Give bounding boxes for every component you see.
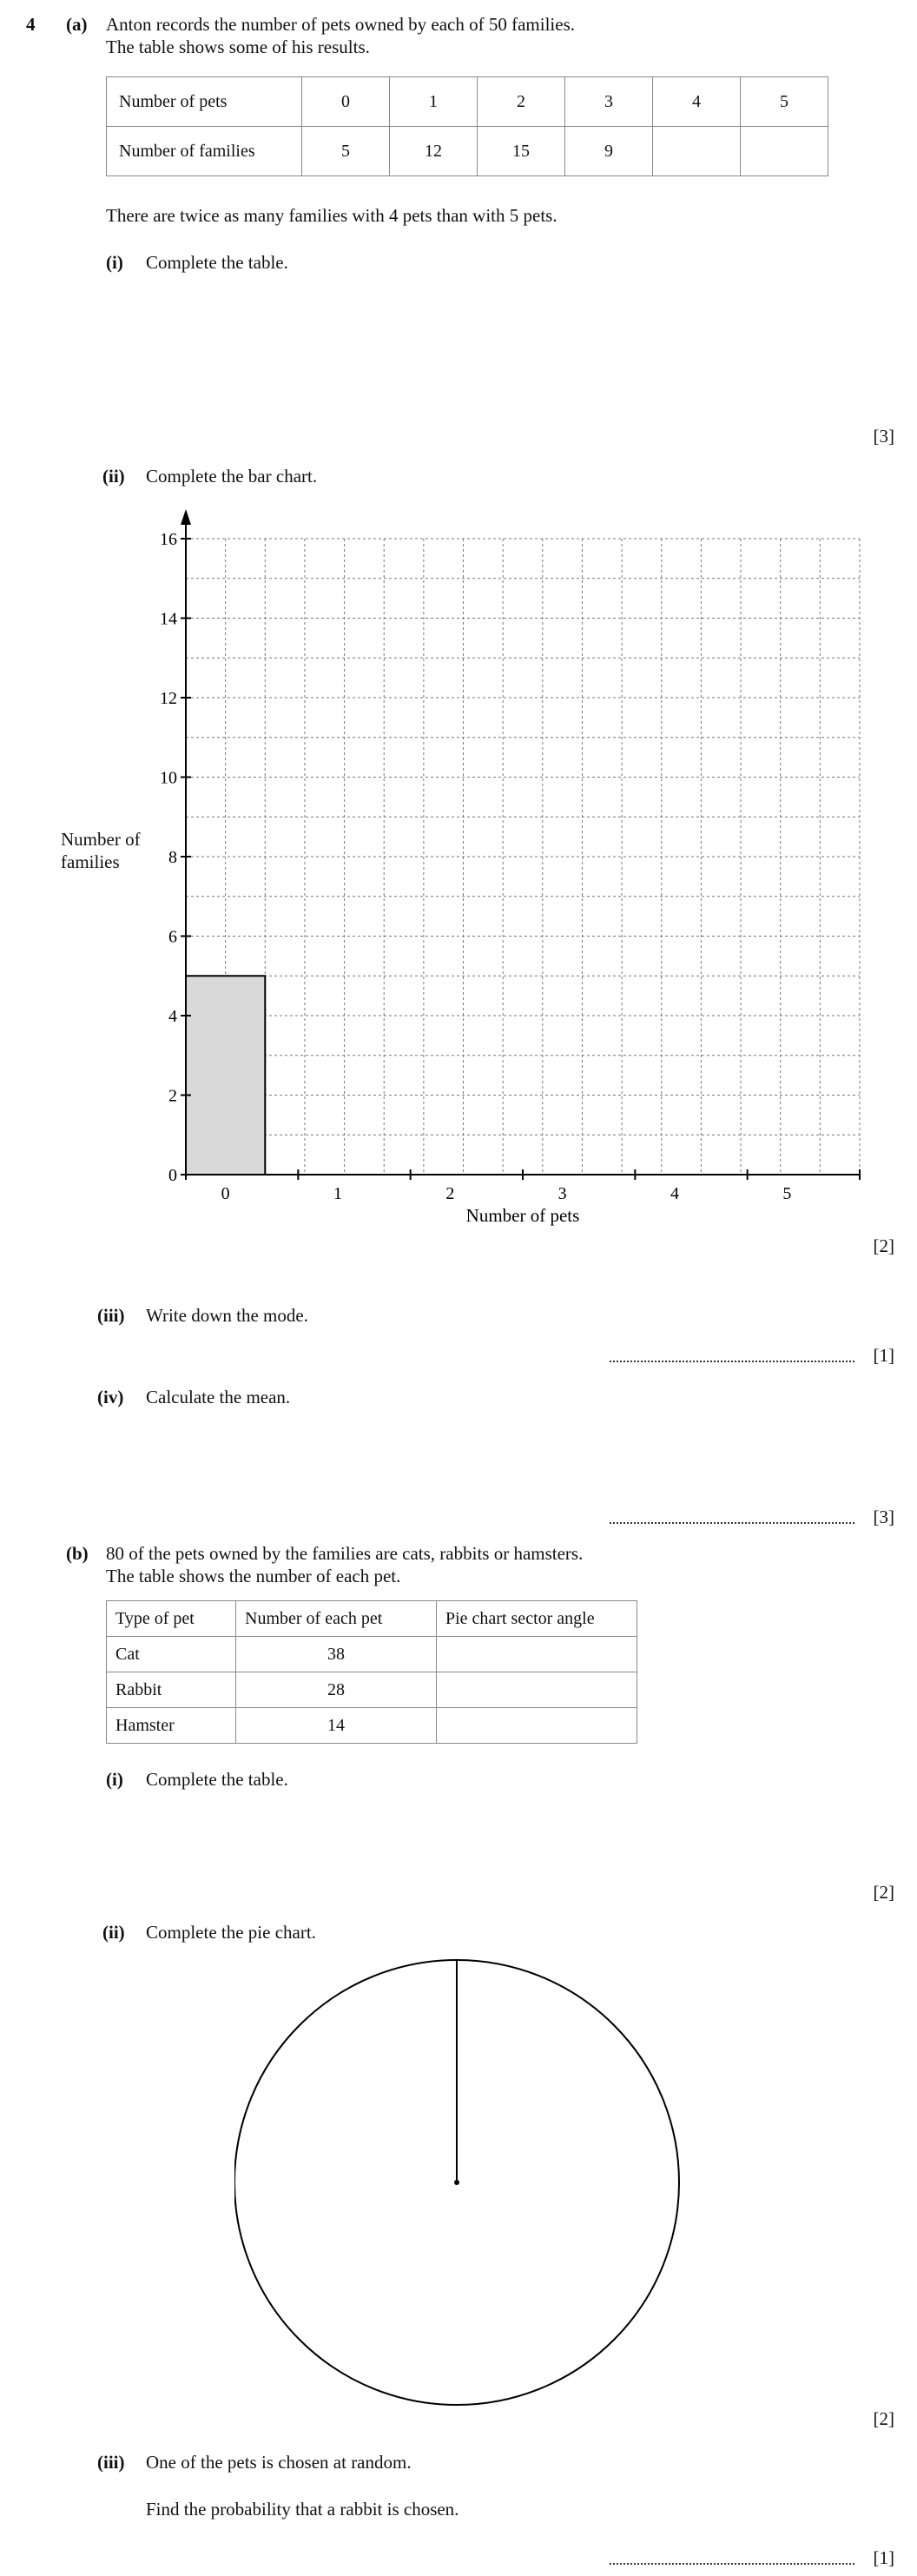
part-a-iii-marks: [1] [873,1345,894,1366]
part-a-intro-1: Anton records the number of pets owned by each of 50 families. [106,14,576,35]
part-b-iii-label: (iii) [97,2452,125,2473]
part-b-iii-text: One of the pets is chosen at random. [146,2452,412,2473]
cell-angle[interactable] [437,1708,637,1744]
chart-bars [186,976,265,1175]
cell-number: 38 [236,1637,437,1672]
y-tick-label: 2 [168,1086,177,1106]
cell-type: Cat [107,1637,236,1672]
part-a-ii-text: Complete the bar chart. [146,466,318,487]
families-cell-0: 5 [302,127,390,176]
part-b-i-label: (i) [106,1769,123,1790]
y-tick-label: 6 [168,927,177,947]
pets-cell-3: 3 [565,77,653,127]
pet-types-table [106,1600,637,1744]
question-number: 4 [26,14,36,35]
mode-answer-line[interactable] [610,1361,854,1362]
part-b-label: (b) [66,1543,89,1564]
pets-cell-5: 5 [741,77,828,127]
part-b-i-text: Complete the table. [146,1769,288,1790]
part-b-iii-text-2: Find the probability that a rabbit is chosen. [146,2499,459,2520]
part-a-iii-text: Write down the mode. [146,1305,308,1326]
x-tick-label: 0 [221,1184,230,1203]
x-tick-label: 4 [670,1184,679,1203]
part-b-intro-1: 80 of the pets owned by the families are cats, rabbits or hamsters. [106,1543,584,1564]
x-tick-label: 5 [782,1184,792,1203]
part-a-label: (a) [66,14,88,35]
part-a-ii-marks: [2] [873,1235,894,1256]
cell-angle[interactable] [437,1672,637,1708]
part-a-iv-text: Calculate the mean. [146,1387,291,1407]
table-row-rabbit [107,1672,637,1708]
pie-chart [234,1955,686,2410]
y-tick-label: 4 [168,1007,177,1026]
x-tick-label: 1 [333,1184,342,1203]
part-b-iii-marks: [1] [873,2547,894,2568]
pets-cell-1: 1 [390,77,478,127]
y-tick-label: 16 [160,530,177,549]
part-a-iv-marks: [3] [873,1507,894,1527]
cell-type: Rabbit [107,1672,236,1708]
families-cell-3: 9 [565,127,653,176]
y-tick-label: 10 [160,768,177,788]
mean-answer-line[interactable] [610,1522,854,1524]
pets-cell-2: 2 [478,77,565,127]
y-axis-arrow [181,509,191,525]
bar-pets-0 [186,976,265,1175]
cell-number: 28 [236,1672,437,1708]
part-b-intro-2: The table shows the number of each pet. [106,1566,401,1586]
header-type-of-pet: Type of pet [107,1601,236,1637]
cell-number: 14 [236,1708,437,1744]
y-tick-label: 0 [168,1166,177,1185]
y-tick-label: 12 [160,689,177,708]
chart-grid [186,539,860,1175]
part-a-ii-label: (ii) [102,466,125,487]
y-tick-label: 8 [168,848,177,867]
part-a-statement: There are twice as many families with 4 pets than with 5 pets. [106,205,557,226]
probability-answer-line[interactable] [610,2563,854,2565]
pet-types-header-row [107,1601,637,1637]
part-b-ii-text: Complete the pie chart. [146,1922,316,1943]
y-axis-label-line-2: families [61,851,120,872]
part-b-ii-label: (ii) [102,1922,125,1943]
x-axis-label: Number of pets [465,1205,580,1226]
families-cell-1: 12 [390,127,478,176]
bar-chart [0,0,917,1286]
part-b-ii-marks: [2] [873,2408,894,2429]
y-axis-label-line-1: Number of [61,829,141,850]
cell-type: Hamster [107,1708,236,1744]
part-a-i-text: Complete the table. [146,252,288,273]
x-tick-label: 2 [445,1184,455,1203]
pets-row-label: Number of pets [107,77,302,127]
pie-center-point [454,2180,459,2185]
header-number-of-each-pet: Number of each pet [236,1601,437,1637]
part-a-iii-label: (iii) [97,1305,125,1326]
y-tick-label: 14 [160,609,177,629]
families-cell-2: 15 [478,127,565,176]
header-sector-angle: Pie chart sector angle [437,1601,637,1637]
pets-cell-4: 4 [653,77,741,127]
pets-cell-0: 0 [302,77,390,127]
part-a-i-marks: [3] [873,426,894,447]
x-tick-label: 3 [557,1184,567,1203]
table-row-cat [107,1637,637,1672]
part-a-iv-label: (iv) [97,1387,124,1407]
part-a-intro-2: The table shows some of his results. [106,36,370,57]
chart-axes [181,509,860,1175]
part-b-i-marks: [2] [873,1882,894,1903]
cell-angle[interactable] [437,1637,637,1672]
part-a-i-label: (i) [106,252,123,273]
families-row-label: Number of families [107,127,302,176]
table-row-hamster [107,1708,637,1744]
